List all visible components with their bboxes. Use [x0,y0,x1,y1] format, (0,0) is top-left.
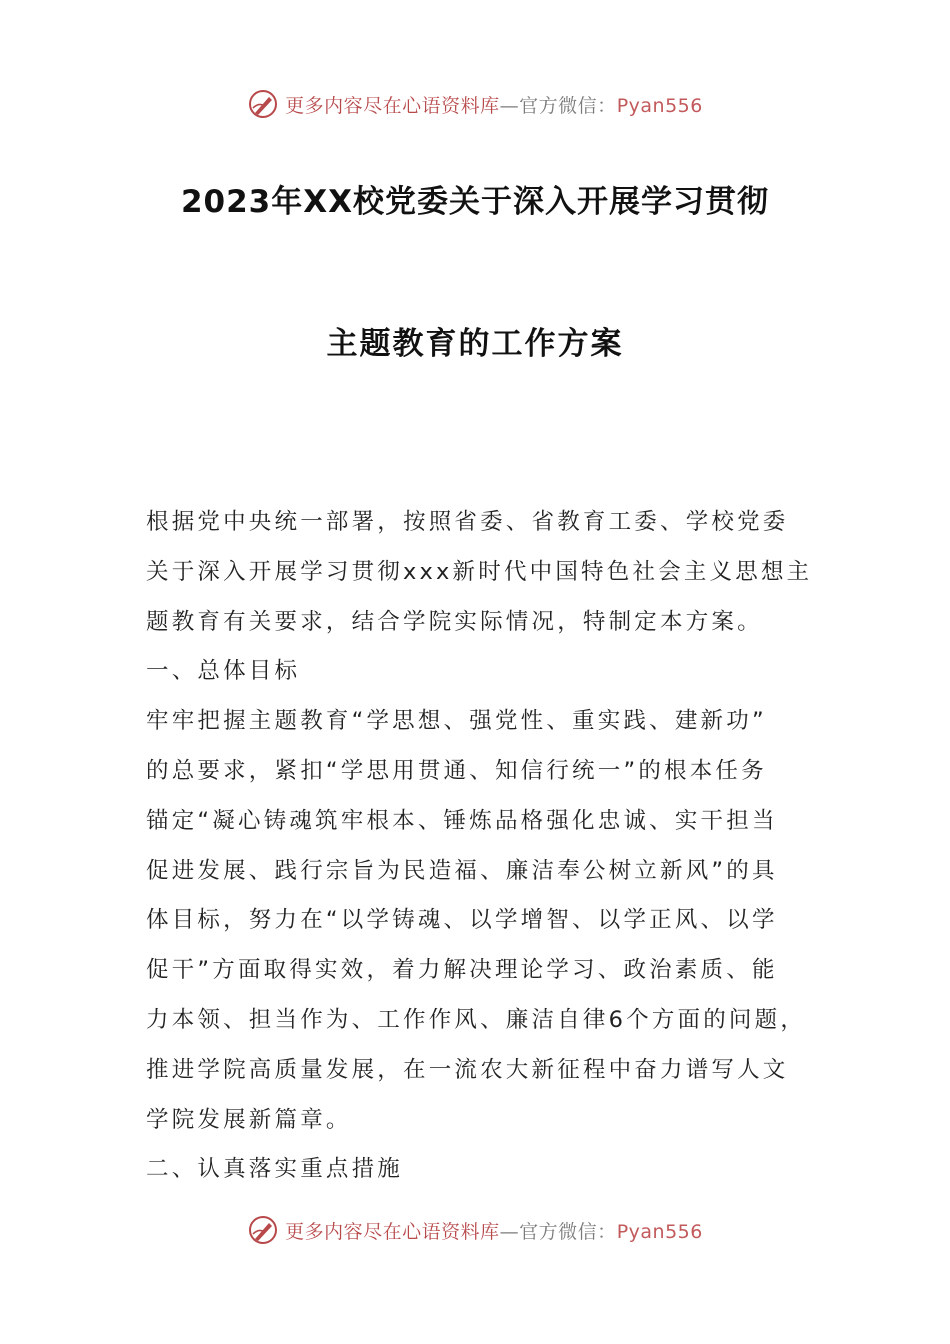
body-line: 体目标，努力在“以学铸魂、以学增智、以学正风、以学 [146,907,778,934]
document-title-line-1: 2023年XX校党委关于深入开展学习贯彻 [180,184,770,220]
body-line: 关于深入开展学习贯彻xxx新时代中国特色社会主义思想主 [146,558,813,585]
body-line: 锚定“凝心铸魂筑牢根本、锤炼品格强化忠诚、实干担当 [146,807,778,834]
section-heading: 一、总体目标 [146,658,301,685]
pen-logo-icon [247,88,279,120]
section-heading: 二、认真落实重点措施 [146,1156,404,1183]
body-line: 促干”方面取得实效，着力解决理论学习、政治素质、能 [146,957,778,984]
watermark-footer [0,1210,950,1250]
body-line: 题教育有关要求，结合学院实际情况，特制定本方案。 [146,608,763,635]
body-line: 的总要求，紧扣“学思用贯通、知信行统一”的根本任务 [146,757,767,784]
watermark-text: 更多内容尽在心语资料库—官方微信：Pyan556 [285,94,703,117]
body-line: 力本领、担当作为、工作作风、廉洁自律6个方面的问题， [146,1006,807,1033]
body-line: 促进发展、践行宗旨为民造福、廉洁奉公树立新风”的具 [146,857,778,884]
body-line: 根据党中央统一部署，按照省委、省教育工委、学校党委 [146,509,789,535]
watermark-text: 更多内容尽在心语资料库—官方微信：Pyan556 [285,1220,703,1243]
document-body [146,498,826,1195]
body-line: 推进学院高质量发展，在一流农大新征程中奋力谱写人文 [146,1056,789,1083]
pen-logo-icon [247,1214,279,1246]
document-title-line-2: 主题教育的工作方案 [326,326,624,362]
body-line: 学院发展新篇章。 [146,1106,352,1133]
body-line: 牢牢把握主题教育“学思想、强党性、重实践、建新功” [146,708,767,735]
watermark-header [0,84,950,124]
